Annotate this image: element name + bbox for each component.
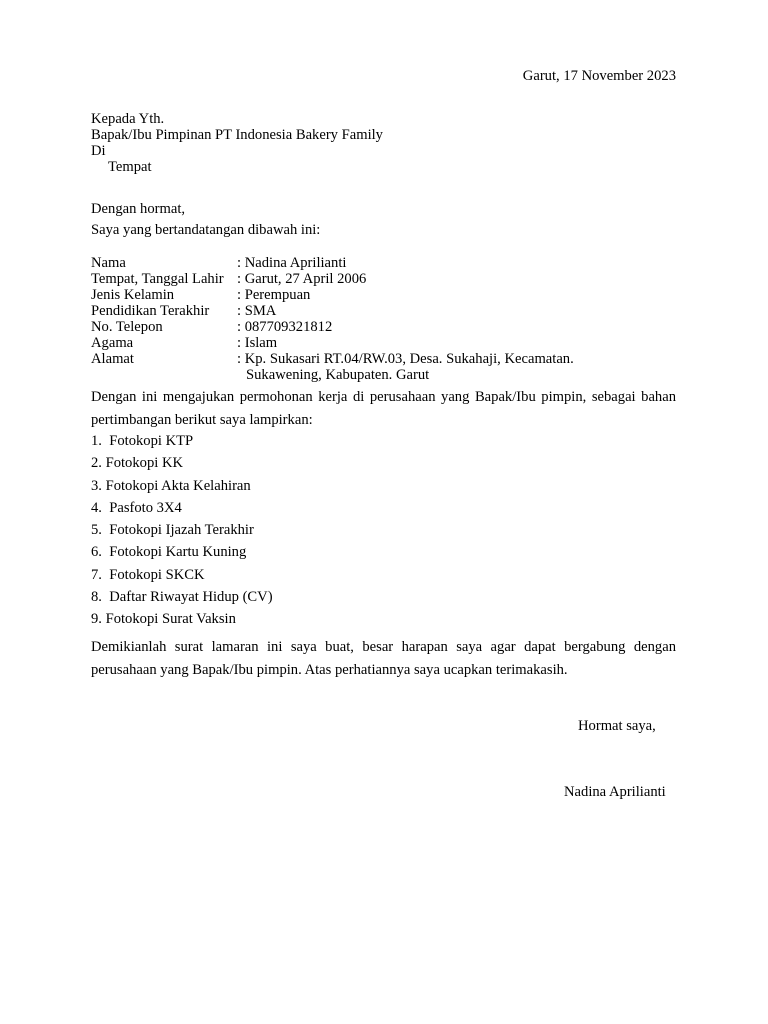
list-item: 1. Fotokopi KTP (91, 433, 194, 449)
list-item: 2. Fotokopi KK (91, 455, 184, 472)
attachment-list (91, 430, 273, 631)
body-paragraph-2: Demikianlah surat lamaran ini saya buat, besar harapan saya agar dapat bergabung dengan perusahaan yang Bapak/Ibu pimpin. Atas perhatiannya saya ucapkan terimakasih. (91, 639, 676, 678)
list-item: 5. Fotokopi Ijazah Terakhir (91, 522, 254, 539)
identity-value: : SMA (237, 303, 277, 319)
list-item: 4. Pasfoto 3X4 (91, 499, 182, 516)
recipient-line-3: Di (91, 143, 106, 159)
salutation: Dengan hormat, (91, 201, 186, 217)
recipient-line-4: Tempat (108, 159, 152, 175)
identity-label: Alamat (91, 351, 134, 367)
list-item: 9. Fotokopi Surat Vaksin (91, 611, 236, 628)
closing-line: Hormat saya, (578, 718, 656, 734)
identity-value: : Perempuan (237, 287, 311, 303)
body-paragraph-1: Dengan ini mengajukan permohonan kerja di perusahaan yang Bapak/Ibu pimpin, sebagai bahan pertimbangan berikut saya lampirkan: (91, 389, 676, 428)
identity-value: : 087709321812 (237, 319, 333, 335)
identity-label: Pendidikan Terakhir (91, 303, 210, 319)
identity-value: : Nadina Aprilianti (237, 255, 347, 271)
list-item: 8. Daftar Riwayat Hidup (CV) (91, 589, 273, 606)
identity-label: Nama (91, 255, 126, 271)
recipient-line-1: Kepada Yth. (91, 111, 165, 127)
identity-label: Agama (91, 335, 134, 351)
identity-value: : Islam (237, 335, 278, 351)
identity-label: Jenis Kelamin (91, 287, 175, 303)
signer-name: Nadina Aprilianti (564, 784, 666, 800)
identity-label: Tempat, Tanggal Lahir (91, 271, 224, 287)
letter-date: Garut, 17 November 2023 (522, 68, 676, 84)
intro-line: Saya yang bertandatangan dibawah ini: (91, 222, 321, 238)
recipient-line-2: Bapak/Ibu Pimpinan PT Indonesia Bakery Family (91, 127, 383, 143)
identity-value: : Garut, 27 April 2006 (237, 271, 367, 287)
identity-label: No. Telepon (91, 319, 163, 335)
recipient-block (91, 111, 383, 175)
list-item: 7. Fotokopi SKCK (91, 566, 205, 583)
identity-value: : Kp. Sukasari RT.04/RW.03, Desa. Sukahaji, Kecamatan. (237, 351, 574, 367)
address-continuation: Sukawening, Kabupaten. Garut (246, 367, 430, 383)
list-item: 3. Fotokopi Akta Kelahiran (91, 477, 251, 494)
list-item: 6. Fotokopi Kartu Kuning (91, 544, 247, 561)
